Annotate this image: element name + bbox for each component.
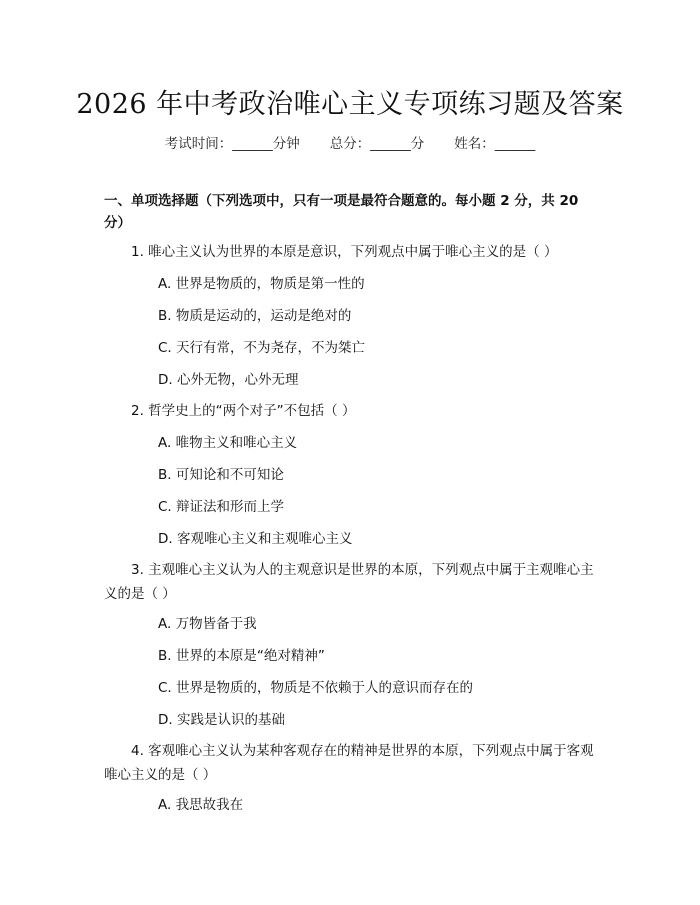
- question-3: 3. 主观唯心主义认为人的主观意识是世界的本原，下列观点中属于主观唯心主义的是（ ）: [104, 562, 594, 602]
- exam-score: 总分：______分: [329, 136, 425, 152]
- exam-meta: [0, 132, 700, 152]
- q3-option-a: A. 万物皆备于我: [158, 616, 257, 632]
- question-4: 4. 客观唯心主义认为某种客观存在的精神是世界的本原，下列观点中属于客观唯心主义的是（ ）: [104, 743, 594, 783]
- page-title: 2026 年中考政治唯心主义专项练习题及答案: [76, 89, 624, 120]
- exam-time: 考试时间：______分钟: [164, 136, 300, 152]
- q2-option-b: B. 可知论和不可知论: [158, 467, 284, 483]
- question-2: 2. 哲学史上的“两个对子”不包括（ ）: [131, 403, 356, 419]
- q3-option-b: B. 世界的本原是“绝对精神”: [158, 648, 325, 664]
- q1-option-d: D. 心外无物，心外无理: [158, 372, 299, 388]
- q3-option-c: C. 世界是物质的，物质是不依赖于人的意识而存在的: [158, 680, 474, 696]
- question-1: 1. 唯心主义认为世界的本原是意识，下列观点中属于唯心主义的是（ ）: [131, 244, 558, 260]
- section-heading: 一、单项选择题（下列选项中，只有一项是最符合题意的。每小题 2 分，共 20 分）: [104, 193, 579, 231]
- q2-option-d: D. 客观唯心主义和主观唯心主义: [158, 531, 353, 547]
- q1-option-c: C. 天行有常，不为尧存，不为桀亡: [158, 340, 366, 356]
- q2-option-c: C. 辩证法和形而上学: [158, 499, 285, 515]
- q4-option-a: A. 我思故我在: [158, 797, 244, 813]
- q1-option-a: A. 世界是物质的，物质是第一性的: [158, 276, 365, 292]
- q2-option-a: A. 唯物主义和唯心主义: [158, 435, 298, 451]
- q3-option-d: D. 实践是认识的基础: [158, 712, 285, 728]
- q1-option-b: B. 物质是运动的，运动是绝对的: [158, 308, 352, 324]
- exam-name: 姓名：______: [454, 136, 536, 152]
